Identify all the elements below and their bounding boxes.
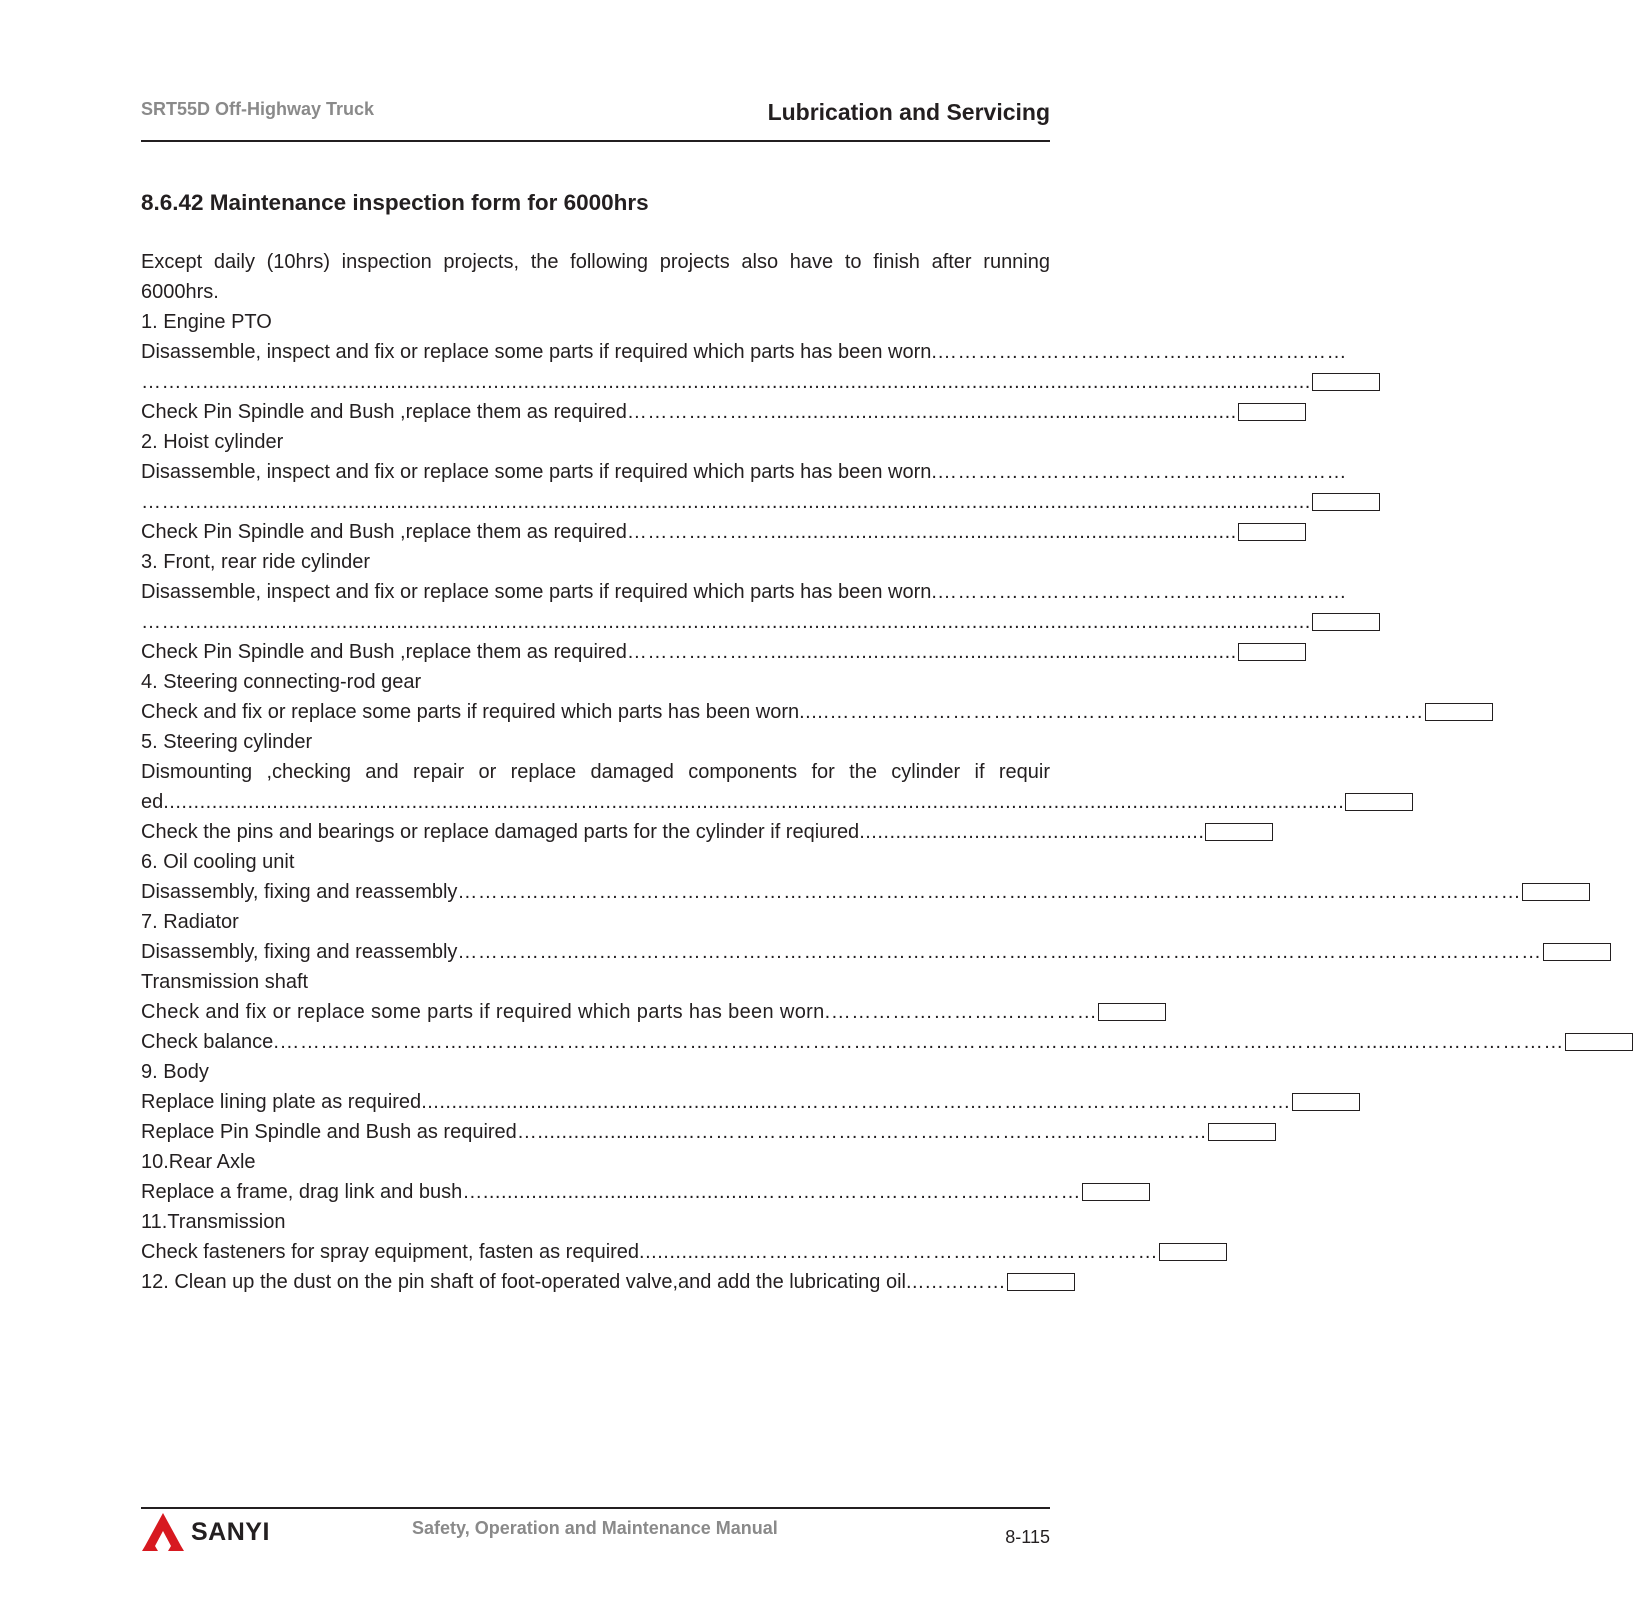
item-text: Replace Pin Spindle and Bush as required <box>141 1121 517 1143</box>
item-text: ed <box>141 791 164 813</box>
intro-line-2: 6000hrs. <box>141 281 219 303</box>
check-box[interactable] <box>1098 1003 1166 1021</box>
check-box[interactable] <box>1565 1033 1633 1051</box>
leader-dots: .....…………………………………………………………………………… <box>799 701 1424 723</box>
item-text: Check fasteners for spray equipment, fasten as required <box>141 1241 640 1263</box>
check-box[interactable] <box>1543 943 1611 961</box>
leader-dots: .…………………………………………………………………………………………………………………………………………….........………………… <box>273 1031 1564 1053</box>
page-title: 8.6.42 Maintenance inspection form for 6000hrs <box>141 190 649 215</box>
intro-line-1: Except daily (10hrs) inspection projects, the following projects also have to finish after running <box>141 251 1050 273</box>
item-heading-engine-pto: 1. Engine PTO <box>141 311 272 333</box>
leader-dots: …………………............................................................................. <box>626 521 1237 543</box>
item-text-wrapped: Dismounting ,checking and repair or replace damaged components for the cylinder if requir <box>141 761 1050 783</box>
check-box[interactable] <box>1238 403 1306 421</box>
check-box[interactable] <box>1208 1123 1276 1141</box>
inspection-form <box>141 247 1564 1297</box>
page-number: 8-115 <box>1005 1527 1050 1547</box>
item-row <box>141 1237 1159 1267</box>
check-box[interactable] <box>1292 1093 1360 1111</box>
item-row <box>141 1117 1208 1147</box>
leader-dots: …………………………………………………… <box>936 341 1347 363</box>
check-box[interactable] <box>1425 703 1493 721</box>
check-box[interactable] <box>1007 1273 1075 1291</box>
leader-dots: ………....................................................................................................................................................................................... <box>141 491 1311 513</box>
check-box[interactable] <box>1522 883 1590 901</box>
footer-divider <box>141 1507 1050 1509</box>
leader-dots: …………...…………………………………………………………………………………………………………………………… <box>457 881 1522 903</box>
item-row <box>141 337 1347 367</box>
leader-dots: ................................................................................................................................................................................................... <box>163 791 1345 813</box>
item-row <box>141 577 1347 607</box>
leader-dots: …………………………………………………… <box>936 461 1347 483</box>
leader-dots: ………………...………………………………………………………………………………………………………………………… <box>457 941 1542 963</box>
item-text: Disassemble, inspect and fix or replace some parts if required which parts has been worn. <box>141 341 937 363</box>
item-row <box>141 487 1311 517</box>
check-box[interactable] <box>1345 793 1413 811</box>
item-text: Disassembly, fixing and reassembly <box>141 881 458 903</box>
check-box[interactable] <box>1205 823 1273 841</box>
item-heading-body: 9. Body <box>141 1061 209 1083</box>
item-text: Disassembly, fixing and reassembly <box>141 941 458 963</box>
check-box[interactable] <box>1312 373 1380 391</box>
item-text: Replace lining plate as required <box>141 1091 422 1113</box>
check-box[interactable] <box>1159 1243 1227 1261</box>
item-text: Replace a frame, drag link and bush <box>141 1181 463 1203</box>
item-row <box>141 877 1522 907</box>
item-text: Check Pin Spindle and Bush ,replace them as required <box>141 641 627 663</box>
check-box[interactable] <box>1238 523 1306 541</box>
item-text: 12. Clean up the dust on the pin shaft of foot-operated valve,and add the lubricating oil <box>141 1271 906 1293</box>
footer-manual-title: Safety, Operation and Maintenance Manual <box>412 1518 778 1538</box>
check-box[interactable] <box>1312 493 1380 511</box>
item-text: Check Pin Spindle and Bush ,replace them as required <box>141 521 627 543</box>
check-box[interactable] <box>1238 643 1306 661</box>
header-section-title: Lubrication and Servicing <box>767 99 1050 125</box>
check-box[interactable] <box>1082 1183 1150 1201</box>
item-heading-radiator: 7. Radiator <box>141 911 239 933</box>
leader-dots: ………....................................................................................................................................................................................... <box>141 371 1311 393</box>
header-divider <box>141 140 1050 142</box>
leader-dots: ...........................................................………………………………………………………………… <box>421 1091 1292 1113</box>
item-text: Disassemble, inspect and fix or replace some parts if required which parts has been worn. <box>141 581 937 603</box>
item-row <box>141 457 1347 487</box>
item-text: Check balance <box>141 1031 274 1053</box>
item-row <box>141 397 1237 427</box>
item-row <box>141 1027 1564 1057</box>
item-row <box>141 1177 1082 1207</box>
header-document-name: SRT55D Off-Highway Truck <box>141 99 375 119</box>
leader-dots: ………....................................................................................................................................................................................... <box>141 611 1311 633</box>
item-heading-oil-cooling: 6. Oil cooling unit <box>141 851 295 873</box>
item-row <box>141 1267 1050 1297</box>
item-heading-transmission: 11.Transmission <box>141 1211 286 1233</box>
item-row <box>141 697 1424 727</box>
sanyi-logo-wordmark: SANYI <box>191 1517 270 1546</box>
leader-dots: ..................…………………………………………………… <box>639 1241 1159 1263</box>
item-text: Check the pins and bearings or replace damaged parts for the cylinder if reqiured <box>141 821 860 843</box>
item-row <box>141 787 1345 817</box>
leader-dots: ...………… <box>905 1271 1007 1293</box>
item-row <box>141 1087 1292 1117</box>
item-row <box>141 997 1098 1027</box>
leader-dots: …………………………………………………… <box>936 581 1347 603</box>
item-text: Check and fix or replace some parts if required which parts has been worn <box>141 701 800 723</box>
item-row <box>141 817 1205 847</box>
sanyi-logo <box>141 1510 291 1554</box>
item-row <box>141 367 1311 397</box>
leader-dots: …..........................………………………………………………………………… <box>516 1121 1208 1143</box>
item-heading-transmission-shaft: Transmission shaft <box>141 971 309 993</box>
item-row <box>141 607 1311 637</box>
leader-dots: …………………............................................................................. <box>626 641 1237 663</box>
leader-dots: …………………............................................................................. <box>626 401 1237 423</box>
item-text: Check and fix or replace some parts if required which parts has been worn <box>141 1001 825 1023</box>
item-heading-steering-cylinder: 5. Steering cylinder <box>141 731 313 753</box>
item-text: Disassemble, inspect and fix or replace some parts if required which parts has been worn. <box>141 461 937 483</box>
item-text: Check Pin Spindle and Bush ,replace them as required <box>141 401 627 423</box>
leader-dots: ......................................................... <box>859 821 1205 843</box>
sanyi-logo-icon <box>141 1510 185 1554</box>
item-row <box>141 517 1237 547</box>
item-heading-steering-gear: 4. Steering connecting-rod gear <box>141 671 422 693</box>
item-heading-hoist-cylinder: 2. Hoist cylinder <box>141 431 284 453</box>
item-row <box>141 637 1237 667</box>
item-heading-rear-axle: 10.Rear Axle <box>141 1151 256 1173</box>
item-heading-ride-cylinder: 3. Front, rear ride cylinder <box>141 551 370 573</box>
leader-dots: ….............................................…………………………………...…… <box>462 1181 1082 1203</box>
check-box[interactable] <box>1312 613 1380 631</box>
item-row <box>141 937 1542 967</box>
leader-dots: .………………………………… <box>824 1001 1098 1023</box>
